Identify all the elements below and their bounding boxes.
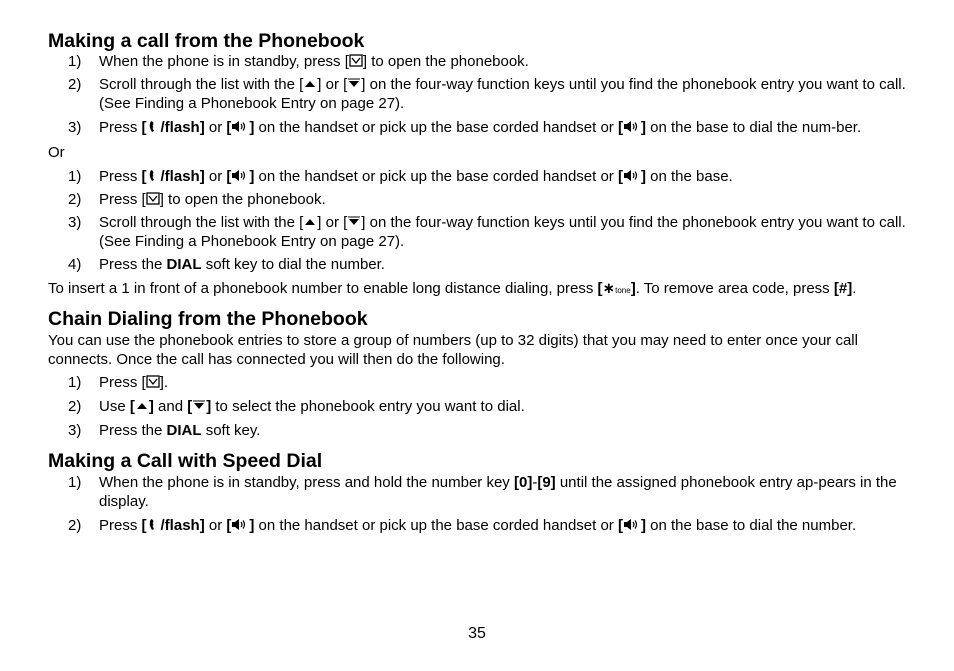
talk-handset-icon	[147, 120, 161, 133]
speaker-icon	[231, 120, 249, 133]
speaker-icon	[231, 518, 249, 531]
list-item: 2) Press [ ] to open the phonebook.	[68, 191, 326, 208]
speed-dial-steps	[48, 473, 910, 535]
page-number: 35	[468, 625, 486, 642]
down-arrow-icon	[347, 215, 361, 228]
speaker-icon	[623, 169, 641, 182]
down-arrow-icon	[347, 77, 361, 90]
long-distance-note: To insert a 1 in front of a phonebook number to enable long distance dialing, press [∗tone]. To remove area code, press [#].	[48, 280, 857, 297]
phonebook-icon	[349, 54, 363, 67]
list-item: 4) Press the DIAL soft key to dial the number.	[68, 256, 385, 273]
speaker-icon	[623, 518, 641, 531]
phonebook-icon	[146, 192, 160, 205]
talk-handset-icon	[147, 518, 161, 531]
speaker-icon	[231, 169, 249, 182]
list-item: 3) Press the DIAL soft key.	[68, 422, 261, 439]
chain-dialing-steps	[48, 373, 910, 440]
speaker-icon	[623, 120, 641, 133]
chain-dialing-intro: You can use the phonebook entries to store a group of numbers (up to 32 digits) that you may need to enter once your call connects. Once the call has connected you will then do the following.	[48, 332, 858, 368]
star-tone-icon: ∗tone	[602, 280, 631, 297]
or-text: Or	[48, 144, 65, 161]
phonebook-call-steps-alt	[48, 167, 910, 274]
list-item: 1) When the phone is in standby, press [ ] to open the phonebook.	[68, 53, 529, 70]
list-item: 2) Use [ ] and [ ] to select the phonebook entry you want to dial.	[68, 398, 525, 415]
phonebook-call-steps	[48, 52, 910, 137]
list-item: 2) Scroll through the list with the [ ] or [ ] on the four-way function keys until you find the phonebook entry you want to call. (See Finding a Phonebook Entry on page 27).	[68, 76, 906, 112]
heading-chain-dialing: Chain Dialing from the Phonebook	[48, 308, 368, 330]
manual-page	[48, 28, 910, 535]
list-item: 1) When the phone is in standby, press and hold the number key [0]-[9] until the assigned phonebook entry ap-pears in the display.	[68, 474, 897, 510]
list-item: 3) Scroll through the list with the [ ] or [ ] on the four-way function keys until you find the phonebook entry you want to call. (See Finding a Phonebook Entry on page 27).	[68, 214, 906, 250]
list-item: 2) Press [ /flash] or [ ] on the handset or pick up the base corded handset or [ ] on the base to dial the number.	[68, 517, 857, 534]
heading-speed-dial: Making a Call with Speed Dial	[48, 450, 323, 472]
up-arrow-icon	[303, 77, 317, 90]
talk-handset-icon	[147, 169, 161, 182]
down-arrow-icon	[192, 399, 206, 412]
list-item: 3) Press [ /flash] or [ ] on the handset or pick up the base corded handset or [ ] on the base to dial the num-ber.	[68, 119, 862, 136]
up-arrow-icon	[135, 399, 149, 412]
list-item: 1) Press [ /flash] or [ ] on the handset or pick up the base corded handset or [ ] on the base.	[68, 168, 733, 185]
phonebook-icon	[146, 375, 160, 388]
up-arrow-icon	[303, 215, 317, 228]
heading-making-call-phonebook: Making a call from the Phonebook	[48, 30, 365, 52]
list-item: 1) Press [ ].	[68, 374, 169, 391]
